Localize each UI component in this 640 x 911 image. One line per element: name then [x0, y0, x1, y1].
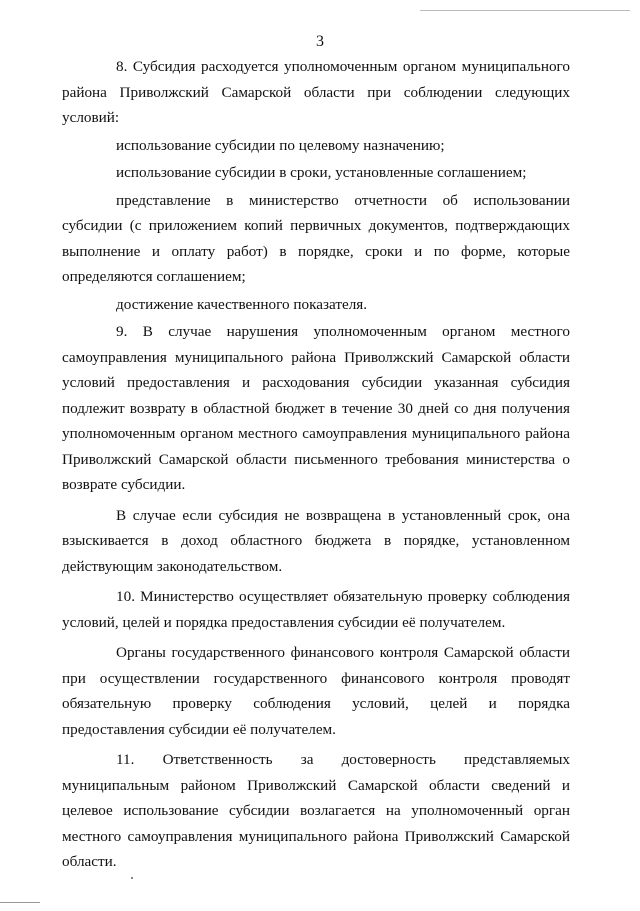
- condition-item: достижение качественного показателя.: [116, 295, 368, 313]
- scan-artifact-dot: [131, 877, 133, 879]
- paragraph-10: 10. Министерство осуществляет обязательную проверку соблюдения условий, целей и порядка предоставления субсидии её получателем.: [62, 588, 570, 631]
- paragraph-8: 8. Субсидия расходуется уполномоченным органом муниципального района Приволжский Самарской области при соблюдении следующих условий:: [62, 58, 570, 126]
- condition-item: представление в министерство отчетности об использовании субсидии (с приложением копий первичных документов, подтверждающих выполнение и оплату работ) в порядке, сроки и по форме, которые определяются соглашением;: [62, 191, 570, 285]
- condition-item: использование субсидии по целевому назначению;: [116, 136, 445, 154]
- document-body: [62, 54, 570, 875]
- page-number: 3: [316, 33, 324, 50]
- scan-artifact-line: [420, 10, 630, 11]
- paragraph-9: 9. В случае нарушения уполномоченным органом местного самоуправления муниципального района Приволжский Самарской области условий предоставления и расходования субсидии указанная субсидия подлежит возврату в областной бюджет в течение 30 дней со дня получения уполномоченным органом местного самоуправления муниципального района Приволжский Самарской области письменного требования министерства о возврате субсидии.: [62, 323, 570, 493]
- paragraph-10-continuation: Органы государственного финансового контроля Самарской области при осуществлении государственного финансового контроля проводят обязательную проверку соблюдения условий, целей и порядка предоставления субсидии её получателем.: [62, 644, 570, 738]
- paragraph-9-continuation: В случае если субсидия не возвращена в установленный срок, она взыскивается в доход областного бюджета в порядке, установленном действующим законодательством.: [62, 506, 570, 575]
- condition-item: использование субсидии в сроки, установленные соглашением;: [116, 164, 527, 181]
- scan-artifact-line: [0, 902, 40, 903]
- paragraph-11: 11. Ответственность за достоверность представляемых муниципальным районом Приволжский Самарской области сведений и целевое использование субсидии возлагается на уполномоченный орган местного самоуправления муниципального района Приволжский Самарской области.: [62, 751, 570, 870]
